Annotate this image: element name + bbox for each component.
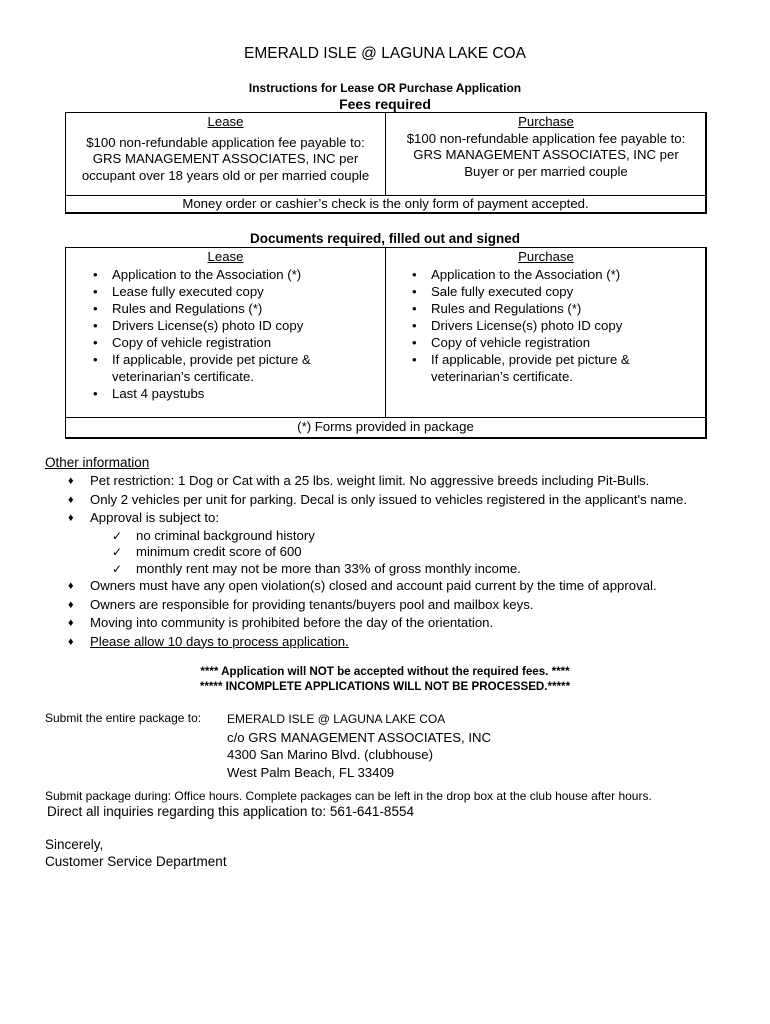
- list-item: • Application to the Association (*): [409, 266, 699, 283]
- list-item: [68, 509, 758, 577]
- list-item: ♦ Moving into community is prohibited before the day of the orientation.: [68, 614, 758, 633]
- list-item: • If applicable, provide pet picture & veterinarian’s certificate.: [90, 351, 375, 385]
- check-item: ✓ monthly rent may not be more than 33% of gross monthly income.: [112, 561, 758, 578]
- closing-salutation: Sincerely,: [45, 837, 104, 852]
- incomplete-warning: ***** INCOMPLETE APPLICATIONS WILL NOT BE PROCESSED.*****: [199, 680, 571, 693]
- address-line: c/o GRS MANAGEMENT ASSOCIATES, INC: [227, 729, 492, 745]
- list-item: • Drivers License(s) photo ID copy: [90, 317, 375, 334]
- list-item: [68, 633, 758, 652]
- closing: [45, 836, 227, 870]
- document-title: EMERALD ISLE @ LAGUNA LAKE COA: [244, 45, 526, 62]
- documents-purchase-list: [409, 266, 699, 385]
- list-item: • Drivers License(s) photo ID copy: [409, 317, 699, 334]
- mailing-address: [227, 711, 491, 781]
- fees-lease-line: GRS MANAGEMENT ASSOCIATES, INC per: [92, 151, 359, 166]
- list-item: ♦ Only 2 vehicles per unit for parking. Decal is only issued to vehicles registered in the applicant's name.: [68, 491, 758, 510]
- list-item: ♦ Owners are responsible for providing tenants/buyers pool and mailbox keys.: [68, 596, 758, 615]
- fees-lease-column: [66, 114, 385, 184]
- approval-checklist: [90, 528, 758, 578]
- list-item: • Rules and Regulations (*): [90, 300, 375, 317]
- documents-purchase-label: Purchase: [518, 249, 574, 264]
- fees-warning: **** Application will NOT be accepted without the required fees. ****: [200, 665, 570, 678]
- documents-lease-label: Lease: [207, 249, 244, 264]
- payment-note: Money order or cashier’s check is the only form of payment accepted.: [182, 196, 589, 211]
- documents-table: [65, 247, 707, 439]
- list-item: • If applicable, provide pet picture & veterinarian’s certificate.: [409, 351, 699, 385]
- fees-lease-label: Lease: [207, 114, 244, 129]
- address-line: EMERALD ISLE @ LAGUNA LAKE COA: [227, 712, 446, 726]
- list-item: • Copy of vehicle registration: [409, 334, 699, 351]
- submit-label: Submit the entire package to:: [45, 711, 202, 725]
- fees-purchase-line: GRS MANAGEMENT ASSOCIATES, INC per: [413, 147, 679, 162]
- list-item: • Rules and Regulations (*): [409, 300, 699, 317]
- fees-purchase-line: $100 non-refundable application fee payable to:: [406, 130, 686, 146]
- list-item: • Application to the Association (*): [90, 266, 375, 283]
- fees-purchase-label: Purchase: [518, 114, 574, 129]
- fees-heading: Fees required: [339, 96, 431, 112]
- fees-lease-line: occupant over 18 years old or per married couple: [81, 167, 370, 183]
- list-item: • Last 4 paystubs: [90, 385, 375, 402]
- list-item: • Lease fully executed copy: [90, 283, 375, 300]
- fees-table: [65, 112, 707, 214]
- closing-department: Customer Service Department: [45, 854, 227, 869]
- submit-during-note: Submit package during: Office hours. Complete packages can be left in the drop box at the club house after hours.: [45, 789, 652, 803]
- list-item: • Sale fully executed copy: [409, 283, 699, 300]
- documents-lease-list: [90, 266, 375, 402]
- fees-purchase-column: [386, 114, 706, 180]
- other-info-list: [68, 472, 758, 651]
- check-item: ✓ minimum credit score of 600: [112, 544, 758, 561]
- fees-purchase-line: Buyer or per married couple: [464, 163, 628, 179]
- address-line: 4300 San Marino Blvd. (clubhouse): [227, 747, 433, 762]
- forms-note: (*) Forms provided in package: [297, 419, 474, 434]
- inquiry-note: Direct all inquiries regarding this application to: 561-641-8554: [47, 804, 414, 819]
- list-item: ♦ Pet restriction: 1 Dog or Cat with a 25 lbs. weight limit. No aggressive breeds including Pit-Bulls.: [68, 472, 758, 491]
- other-info-heading: Other information: [45, 455, 150, 470]
- approval-label: Approval is subject to:: [90, 510, 220, 525]
- fees-lease-line: $100 non-refundable application fee payable to:: [86, 134, 365, 150]
- documents-heading: Documents required, filled out and signed: [249, 231, 521, 246]
- document-subtitle: Instructions for Lease OR Purchase Application: [248, 81, 522, 95]
- list-item: ♦ Owners must have any open violation(s) closed and account paid current by the time of approval.: [68, 577, 758, 596]
- list-item: • Copy of vehicle registration: [90, 334, 375, 351]
- processing-note: Please allow 10 days to process application.: [90, 633, 349, 649]
- documents-column-divider: [385, 248, 386, 417]
- address-line: West Palm Beach, FL 33409: [227, 764, 395, 780]
- check-item: ✓ no criminal background history: [112, 528, 758, 545]
